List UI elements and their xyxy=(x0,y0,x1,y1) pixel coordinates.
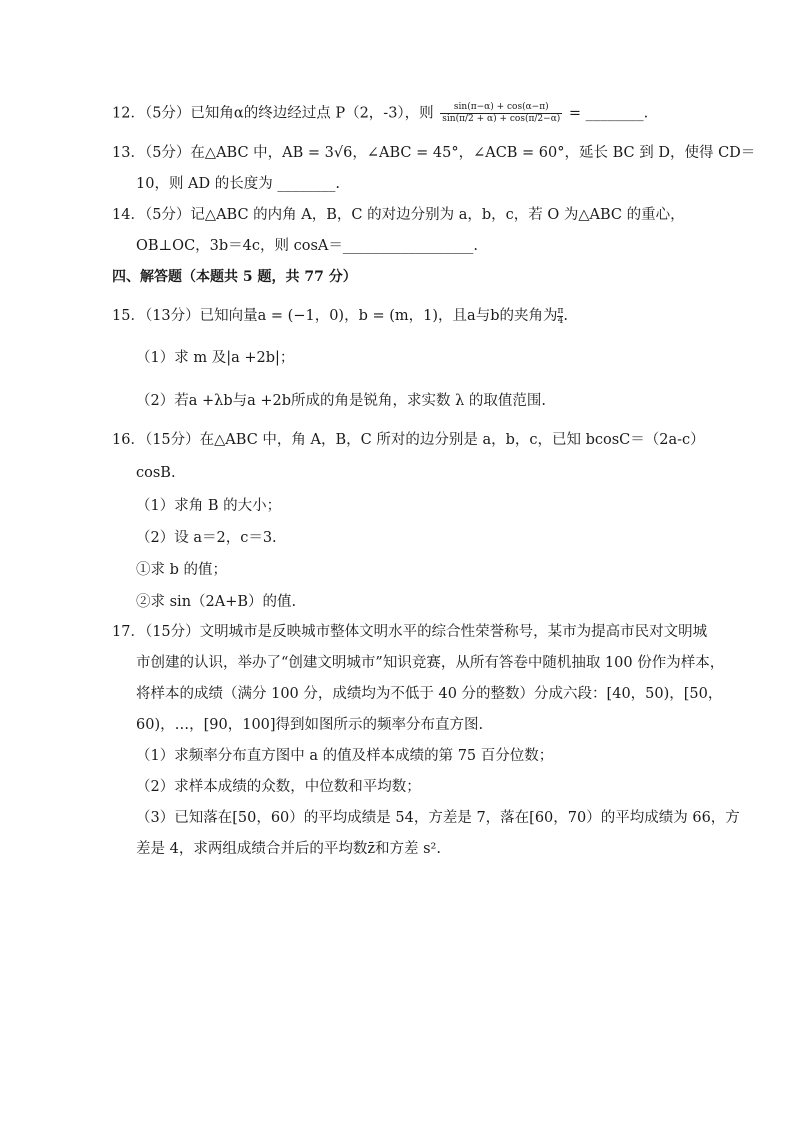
question-13-line-2: 10，则 AD 的长度为 ________. xyxy=(136,176,340,192)
question-15-part-1: （1）求 m 及|a +2b|； xyxy=(136,350,295,366)
question-16-part-2a: ①求 b 的值； xyxy=(136,562,227,578)
q15-stem-b: a = (−1，0)， xyxy=(257,308,359,324)
question-17-part-3a: （3）已知落在[50，60）的平均成绩是 54，方差是 7，落在[60，70）的平均成绩为 66，方 xyxy=(136,810,740,826)
question-13-line-1: 13．（5分）在△ABC 中，AB = 3√6，∠ABC = 45°，∠ACB = 60°，延长 BC 到 D，使得 CD＝ xyxy=(112,145,756,161)
q15-angle-num: π xyxy=(557,305,564,316)
question-17-part-1: （1）求频率分布直方图中 a 的值及样本成绩的第 75 百分位数； xyxy=(136,748,554,764)
question-17-part-2: （2）求样本成绩的众数，中位数和平均数； xyxy=(136,779,421,795)
section-heading: 四、解答题（本题共 5 题，共 77 分） xyxy=(112,269,357,285)
question-16-part-2b: ②求 sin（2A+B）的值. xyxy=(136,594,297,610)
q15-stem-d: a与b的夹角为 xyxy=(467,308,558,324)
question-17-line-1: 17．（15分）文明城市是反映城市整体文明水平的综合性荣誉称号，某市为提高市民对文明城 xyxy=(112,624,708,640)
q12-numerator: sin(π−α) + cos(α−π) xyxy=(440,102,562,114)
q15-stem-c: b = (m，1)，且 xyxy=(358,308,468,324)
question-17-line-2: 市创建的认识，举办了“创建文明城市”知识竞赛，从所有答卷中随机抽取 100 份作为样本， xyxy=(136,655,725,671)
question-16-line-2: cosB. xyxy=(136,465,176,481)
question-17-line-3: 将样本的成绩（满分 100 分，成绩均为不低于 40 分的整数）分成六段：[40，50)，[50， xyxy=(136,686,723,702)
question-14-line-1: 14．（5分）记△ABC 的内角 A，B，C 的对边分别为 a，b，c，若 O 为△ABC 的重心， xyxy=(112,207,685,223)
question-16-part-1: （1）求角 B 的大小； xyxy=(136,498,282,514)
question-16-line-1: 16．（15分）在△ABC 中，角 A，B，C 所对的边分别是 a，b，c，已知 bcosC＝（2a-c） xyxy=(112,432,705,448)
question-14-line-2: OB⊥OC，3b＝4c，则 cosA＝__________________. xyxy=(136,238,478,254)
q15-angle-den: 4 xyxy=(557,315,564,326)
q15-stem-a: 15．（13分）已知向量 xyxy=(112,308,258,324)
question-16-part-2: （2）设 a＝2，c＝3. xyxy=(136,530,277,546)
question-15-part-2: （2）若a +λb与a +2b所成的角是锐角，求实数 λ 的取值范围. xyxy=(136,393,547,409)
q12-fraction xyxy=(440,102,562,125)
q12-prefix: 12．（5分）已知角α的终边经过点 P（2，-3），则 xyxy=(112,105,434,122)
question-15-stem: 15．（13分）已知向量a = (−1，0)，b = (m，1)，且a与b的夹角为 $\frac{\pi}{4}$ . xyxy=(112,305,569,326)
question-12 xyxy=(112,102,648,125)
q12-suffix: = ________. xyxy=(568,105,649,122)
question-17-part-3b: 差是 4，求两组成绩合并后的平均数z̄和方差 s². xyxy=(136,841,441,857)
question-17-line-4: 60)，…，[90，100]得到如图所示的频率分布直方图. xyxy=(136,717,484,733)
q12-denominator: sin(π/2 + α) + cos(π/2−α) xyxy=(442,114,561,124)
